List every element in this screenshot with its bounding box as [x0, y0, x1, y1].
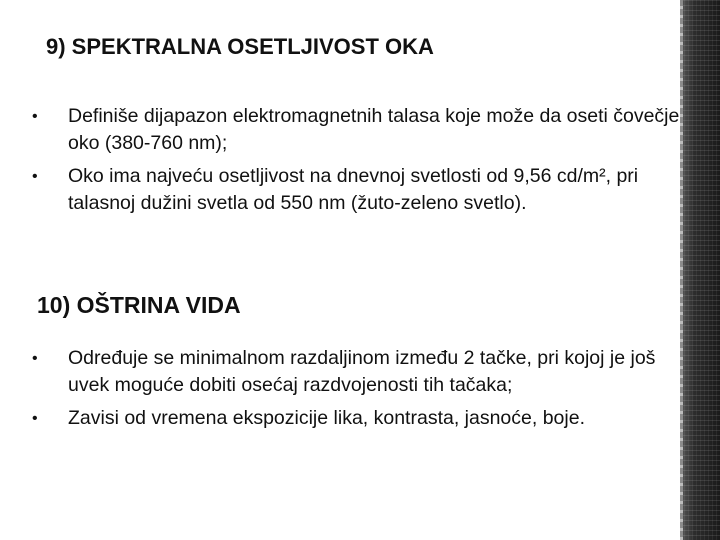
bullet-icon: • [32, 410, 38, 427]
bullet-text: Zavisi od vremena ekspozicije lika, kontrasta, jasnoće, boje. [68, 407, 585, 429]
bullet-text: Određuje se minimalnom razdaljinom između 2 tačke, pri kojoj je još uvek moguće dobiti osećaj razdvojenosti tih tačaka; [68, 347, 656, 396]
list-item [32, 405, 682, 432]
section-10-title: 10) OŠTRINA VIDA [37, 292, 241, 318]
bullet-text: Oko ima najveću osetljivost na dnevnoj svetlosti od 9,56 cd/m², pri talasnoj dužini svetla od 550 nm (žuto-zeleno svetlo). [68, 165, 639, 214]
bullet-icon: • [32, 168, 38, 185]
decorative-side-border [680, 0, 720, 540]
bullet-icon: • [32, 350, 38, 367]
bullet-icon: • [32, 108, 38, 125]
section-9-title: 9) SPEKTRALNA OSETLJIVOST OKA [46, 34, 434, 59]
list-item [32, 103, 682, 157]
section-10-bullet-list [32, 345, 682, 438]
list-item [32, 345, 682, 399]
bullet-text: Definiše dijapazon elektromagnetnih talasa koje može da oseti čovečje oko (380-760 nm); [68, 105, 680, 154]
list-item [32, 163, 682, 217]
section-9-bullet-list [32, 103, 682, 223]
